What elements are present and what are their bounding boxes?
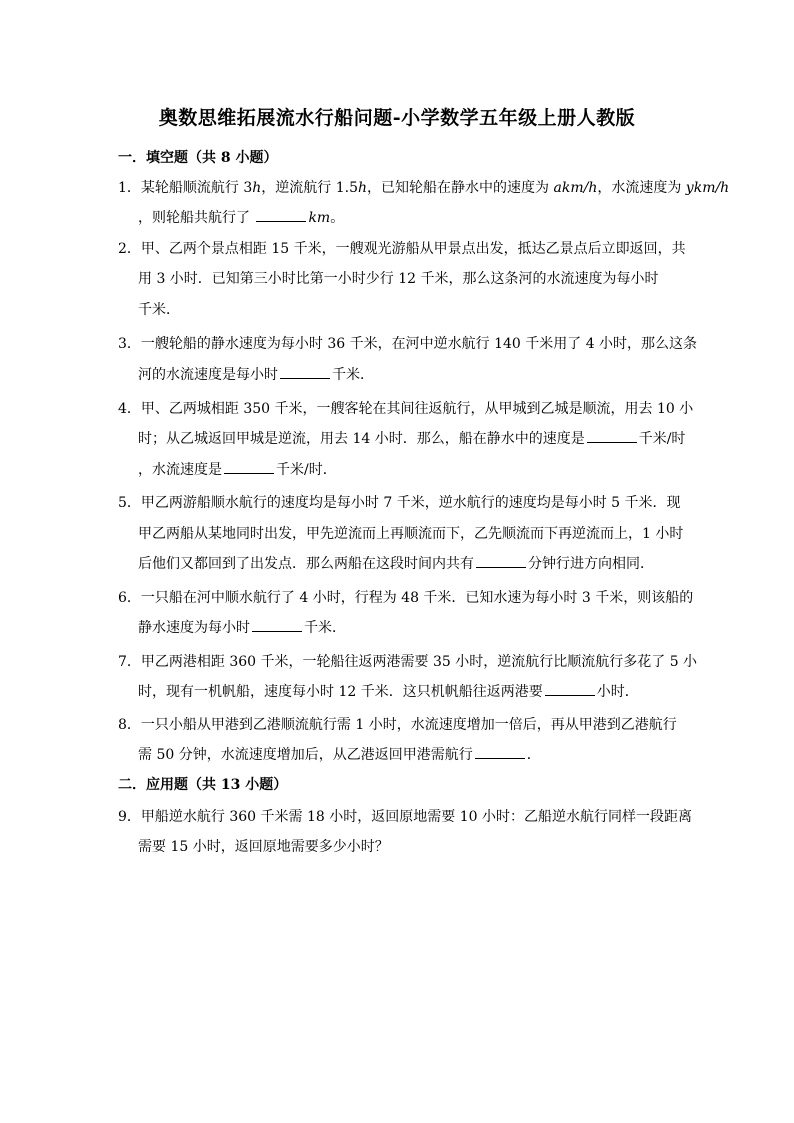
- question-5-line-3: 后他们又都回到了出发点．那么两船在这段时间内共有 分钟行进方向相同．: [138, 553, 654, 573]
- question-3-line-1: 3．一艘轮船的静水速度为每小时 36 千米，在河中逆水航行 140 千米用了 4 小时，那么这条: [118, 336, 698, 352]
- question-4-line-2: 时；从乙城返回甲城是逆流，用去 14 小时．那么，船在静水中的速度是 千米/时: [138, 428, 685, 448]
- question-7-line-1: 7．甲乙两港相距 360 千米，一轮船往返两港需要 35 小时，逆流航行比顺流航行多花了 5 小: [118, 654, 698, 670]
- question-5-line-1: 5．甲乙两游船顺水航行的速度均是每小时 7 千米，逆水航行的速度均是每小时 5 千米．现: [118, 495, 681, 511]
- question-2-line-2: 用 3 小时．已知第三小时比第一小时少行 12 千米，那么这条河的水流速度为每小时: [138, 271, 659, 287]
- question-1-line-1: 1．某轮船顺流航行 3h，逆流航行 1.5h，已知轮船在静水中的速度为 akm/h，水流速度为 ykm/h: [118, 180, 730, 196]
- answer-blank[interactable]: [545, 681, 595, 696]
- answer-blank[interactable]: [256, 207, 306, 222]
- question-6-line-2: 静水速度为每小时 千米．: [138, 617, 346, 637]
- section-heading-application: 二．应用题（共 13 小题）: [118, 777, 288, 793]
- question-2-line-3: 千米．: [138, 302, 180, 318]
- answer-blank[interactable]: [587, 428, 637, 443]
- question-3-line-2: 河的水流速度是每小时 千米．: [138, 364, 374, 384]
- question-4-line-3: ，水流速度是 千米/时．: [138, 459, 337, 479]
- question-5-line-2: 甲乙两船从某地同时出发，甲先逆流而上再顺流而下，乙先顺流而下再逆流而上，1 小时: [138, 526, 684, 542]
- question-7-line-2: 时，现有一机帆船，速度每小时 12 千米．这只机帆船往返两港要 小时．: [138, 681, 639, 701]
- answer-blank[interactable]: [224, 459, 274, 474]
- answer-blank[interactable]: [252, 617, 302, 632]
- page-title: 奥数思维拓展流水行船问题-小学数学五年级上册人教版: [158, 107, 636, 129]
- question-8-line-1: 8．一只小船从甲港到乙港顺流航行需 1 小时，水流速度增加一倍后，再从甲港到乙港航行: [118, 717, 677, 733]
- question-6-line-1: 6．一只船在河中顺水航行了 4 小时，行程为 48 千米．已知水速为每小时 3 千米，则该船的: [118, 590, 694, 606]
- question-9-line-2: 需要 15 小时，返回原地需要多少小时？: [138, 839, 389, 855]
- answer-blank[interactable]: [475, 744, 525, 759]
- question-2-line-1: 2．甲、乙两个景点相距 15 千米，一艘观光游船从甲景点出发，抵达乙景点后立即返回，共: [118, 241, 686, 257]
- answer-blank[interactable]: [280, 364, 330, 379]
- question-1-line-2: ，则轮船共航行了 km。: [138, 207, 344, 227]
- answer-blank[interactable]: [476, 553, 526, 568]
- question-9-line-1: 9．甲船逆水航行 360 千米需 18 小时，返回原地需要 10 小时：乙船逆水航行同样一段距离: [118, 809, 692, 825]
- section-heading-fill-blank: 一．填空题（共 8 小题）: [118, 150, 278, 166]
- question-8-line-2: 需 50 分钟，水流速度增加后，从乙港返回甲港需航行 ．: [138, 744, 541, 764]
- question-4-line-1: 4．甲、乙两城相距 350 千米，一艘客轮在其间往返航行，从甲城到乙城是顺流，用去 10 小: [118, 401, 694, 417]
